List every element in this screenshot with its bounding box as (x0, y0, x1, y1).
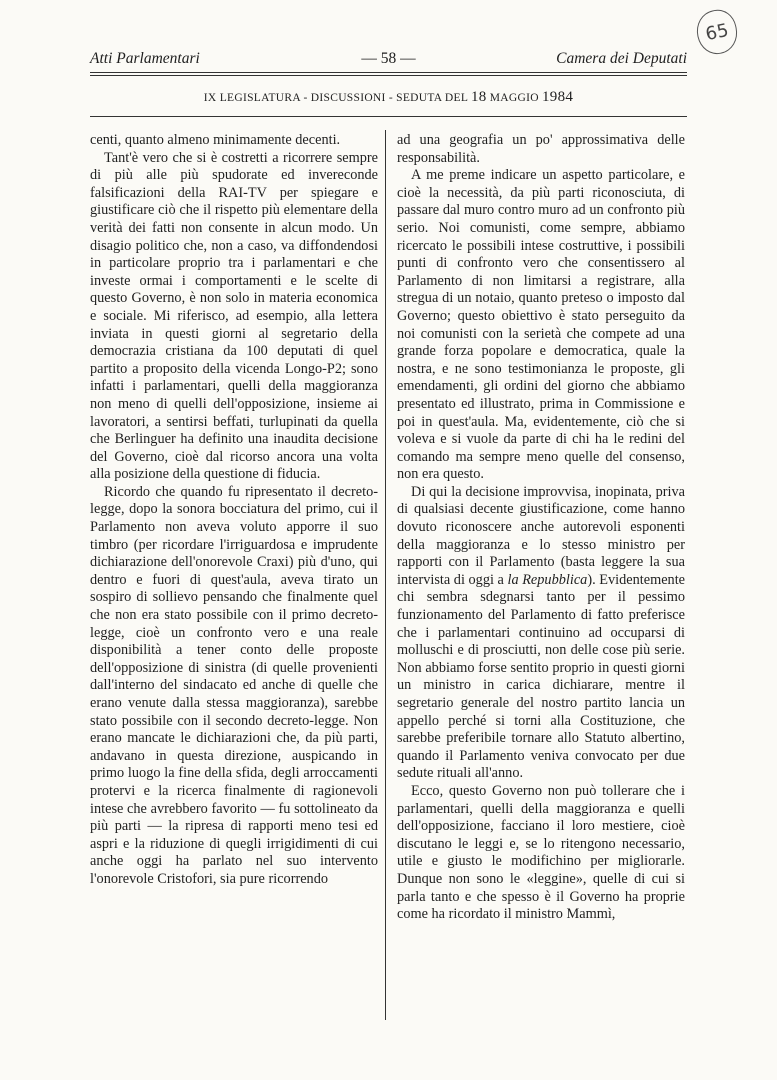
session-month: MAGGIO (489, 92, 539, 104)
right-paragraph-1: ad una geografia un po' approssimativa delle responsabilità. (397, 132, 685, 166)
column-divider (385, 130, 386, 1020)
header-right: Camera dei Deputati (556, 50, 687, 67)
header-page-number: — 58 — (361, 50, 416, 67)
header-rule-double (90, 75, 687, 76)
running-header (90, 46, 687, 72)
session-day: 18 (470, 89, 487, 105)
right-column (397, 132, 685, 924)
session-prefix: IX LEGISLATURA - DISCUSSIONI - SEDUTA DEL (203, 92, 468, 104)
right-paragraph-3 (397, 484, 685, 783)
session-rule (90, 116, 687, 117)
right-paragraph-4: Ecco, questo Governo non può tollerare che i parlamentari, quelli della maggioranza e quelli dell'opposizione, facciano il loro mestiere, cioè discutano le leggi e, se lo ritengono necessario, utile e giusto le modifichino per migliorarle. Dunque non sono le «leggine», quelle di cui si parla tanto e che spesso è il Governo ha proprie come ha ricordato il ministro Mammì, (397, 782, 685, 923)
left-column (90, 132, 378, 889)
right-paragraph-3-text: Di qui la decisione improvvisa, inopinata, priva di qualsiasi decente giustificazione, come hanno dovuto riconoscere anche autorevoli esponenti della maggioranza e lo stesso ministro per rapporti con il Parlamento (basta leggere la sua intervista di oggi a (397, 483, 685, 588)
header-left: Atti Parlamentari (90, 50, 200, 67)
session-year: 1984 (542, 89, 574, 105)
newspaper-title: la Repubblica (507, 571, 588, 588)
header-rule (90, 72, 687, 73)
left-paragraph-2: Tant'è vero che si è costretti a ricorrere sempre di più alle più spudorate ed invereconde falsificazioni della RAI-TV per spiegare e giustificare ciò che il rispetto più elementare della verità dei fatti non consente in alcun modo. Un disagio politico che, non a caso, va diffondendosi in particolare proprio tra i parlamentari e che investe ormai i comportamenti e le scelte di questo Governo, è non solo in materia economica e sociale. Mi riferisco, ad esempio, alla lettera inviata in questi giorni al segretario della democrazia cristiana da 100 deputati di quel partito a proposito della vicenda Longo-P2; sono infatti i parlamentari, quelli della maggioranza non meno di quelli dell'opposizione, insieme ai lavoratori, a sentirsi beffati, turlupinati da quella che Berlinguer ha definito una inaudita decisione del Governo, cioè dal ricorso ancora una volta alla posizione della questione di fiducia. (90, 149, 378, 483)
right-paragraph-3-text-end: ). Evidentemente chi sembra sdegnarsi tanto per il pessimo funzionamento del Parlamento di fatto preferisce che i parlamentari continuino ad occuparsi di molluschi e di prosciutti, non delle cose più serie. Non abbiamo forse sentito proprio in questi giorni un ministro in carica dichiarare, mentre il segretario generale del nostro partito lancia un appello perché si torni alla Costituzione, che sarebbe preferibile tornare allo Statuto albertino, quando il Parlamento veniva convocato per due sedute rituali all'anno. (397, 571, 686, 782)
handwritten-page-mark: 65 (693, 6, 741, 57)
right-paragraph-2: A me preme indicare un aspetto particolare, e cioè la necessità, da più parti riconosciuta, di passare dal muro contro muro ad un confronto più serio. Noi comunisti, come sempre, abbiamo ricercato le possibili intese costruttive, i possibili punti di confronto vero che consentissero al Parlamento di non limitarsi a registrare, alla stregua di un notaio, quanto preteso o imposto dal Governo; questo obiettivo è stato perseguito da noi comunisti con la serietà che compete ad una grande forza popolare e democratica, quale la nostra, e ne sono testimonianza le proposte, gli emendamenti, gli ordini del giorno che abbiamo presentato ed illustrato, prima in Commissione e poi in quest'aula. Ma, evidentemente, ciò che si voleva e si vuole da parte di chi ha le redini del comando ma sempre meno quelle del consenso, non era questo. (397, 167, 685, 483)
left-paragraph-1: centi, quanto almeno minimamente decenti. (90, 132, 341, 148)
left-paragraph-3: Ricordo che quando fu ripresentato il decreto-legge, dopo la sonora bocciatura del primo, cui il Parlamento non aveva voluto apporre il suo timbro (per ricordare l'irriguardosa e imprudente dichiarazione dell'onorevole Craxi) più d'uno, qui dentro e fuori di quest'aula, aveva tirato un sospiro di sollievo pensando che finalmente quel che non era stato possibile con il primo decreto-legge, cioè un confronto vero e una reale disponibilità a tener conto delle proposte dell'opposizione di sinistra (di quelle provenienti dall'interno del sindacato ed anche di quelle che erano venute dalla stessa maggioranza), sarebbe stato possibile con il secondo decreto-legge. Non erano mancate le dichiarazioni che, da più parti, andavano in questa direzione, auspicando in primo luogo la fine della sfida, degli arroccamenti protervi e la ricerca finalmente di ragionevoli intese che avrebbero favorito — fu sottolineato da più parti — la ripresa di rapporti meno tesi ed aspri e la riduzione di quegli irrigidimenti di cui anche oggi ha parlato nel suo intervento l'onorevole Cristofori, sia pure ricorrendo (90, 483, 378, 887)
session-line (90, 89, 687, 106)
